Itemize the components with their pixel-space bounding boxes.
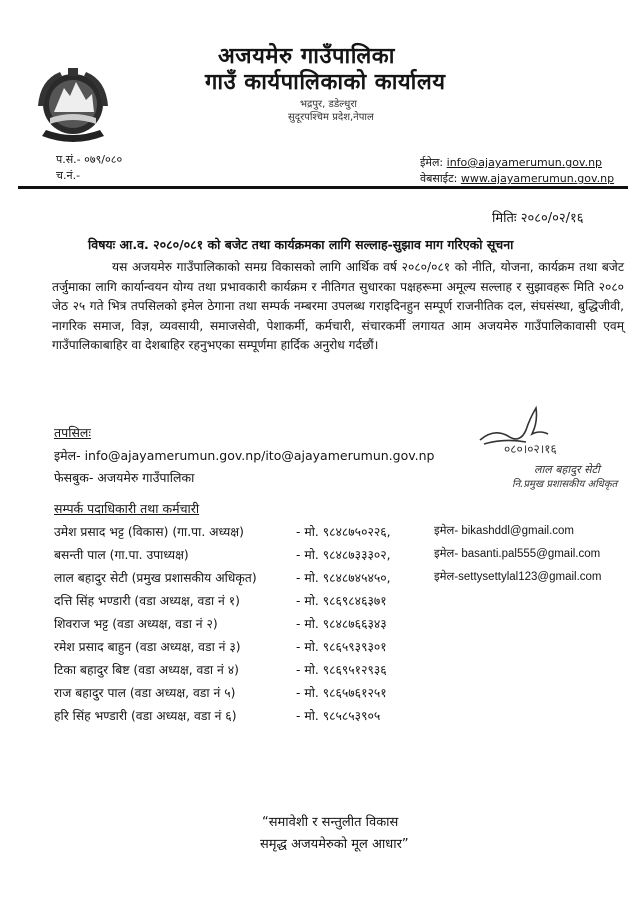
- date-value: २०८०/०२/१६: [520, 211, 584, 226]
- signature-date: ०८०।०२।१६: [504, 442, 557, 456]
- contact-name: बसन्ती पाल (गा.पा. उपाध्यक्ष): [54, 548, 189, 562]
- contact-name: शिवराज भट्ट (वडा अध्यक्ष, वडा नं २): [54, 617, 218, 631]
- contact-name: उमेश प्रसाद भट्ट (विकास) (गा.पा. अध्यक्ष): [54, 525, 244, 539]
- contact-mobile: - मो. ९८६५९३९३०१: [296, 640, 387, 654]
- contact-name: लाल बहादुर सेटी (प्रमुख प्रशासकीय अधिकृत): [54, 571, 257, 585]
- contact-email[interactable]: इमेल- bikashddl@gmail.com: [434, 525, 575, 537]
- slogan-line-1: “समावेशी र सन्तुलीत विकास: [262, 815, 399, 830]
- contact-name: हरि सिंह भण्डारी (वडा अध्यक्ष, वडा नं ६): [54, 709, 237, 723]
- header-divider: [18, 186, 628, 189]
- address-line-2: सुदूरपश्चिम प्रदेश,नेपाल: [288, 112, 374, 123]
- contact-mobile: - मो. ९८६९५१२९३६: [296, 663, 387, 677]
- contact-mobile: - मो. ९८४८७६६३४३: [296, 617, 387, 631]
- details-facebook: फेसबुक- अजयमेरु गाउँपालिका: [54, 470, 195, 485]
- details-heading: तपसिलः: [54, 425, 91, 440]
- dispatch-number: च.नं.-: [56, 169, 81, 182]
- signatory-title: नि.प्रमुख प्रशासकीय अधिकृत: [512, 479, 618, 490]
- letter-date: [492, 208, 584, 226]
- contact-mobile: - मो. ९८४८७३३३०२,: [296, 548, 391, 562]
- contact-mobile: - मो. ९८६५७६१२५१: [296, 686, 387, 700]
- address-line-1: भद्रपुर, डडेल्धुरा: [300, 99, 357, 110]
- contact-name: राज बहादुर पाल (वडा अध्यक्ष, वडा नं ५): [54, 686, 236, 700]
- subject-line: विषयः आ.व. २०८०/०८१ को बजेट तथा कार्यक्रमका लागि सल्लाह-सुझाव माग गरिएको सूचना: [88, 237, 514, 252]
- header-email-link[interactable]: info@ajayamerumun.gov.np: [446, 156, 603, 169]
- office-name: गाउँ कार्यपालिकाको कार्यालय: [205, 70, 446, 95]
- contact-mobile: - मो. ९८५८५३९०५: [296, 709, 381, 723]
- contact-mobile: - मो. ९८६९८४६३७१: [296, 594, 387, 608]
- contact-email[interactable]: इमेल-settysettylal123@gmail.com: [434, 571, 602, 583]
- municipality-name: अजयमेरु गाउँपालिका: [218, 44, 395, 69]
- contacts-heading: सम्पर्क पदाधिकारी तथा कर्मचारी: [54, 501, 200, 516]
- slogan-line-2: समृद्ध अजयमेरुको मूल आधार”: [260, 837, 409, 852]
- nepal-government-emblem-icon: [30, 66, 116, 148]
- header-website-label: वेबसाईट:: [420, 172, 458, 185]
- header-website-link[interactable]: www.ajayamerumun.gov.np: [460, 172, 615, 185]
- contact-name: दत्ति सिंह भण्डारी (वडा अध्यक्ष, वडा नं १): [54, 594, 240, 608]
- contact-mobile: - मो. ९८४८७४५४५०,: [296, 571, 391, 585]
- header-email: [420, 155, 602, 170]
- contact-email[interactable]: इमेल- basanti.pal555@gmail.com: [434, 548, 601, 560]
- contact-mobile: - मो. ९८४८७५०२२६,: [296, 525, 391, 539]
- contact-name: रमेश प्रसाद बाहुन (वडा अध्यक्ष, वडा नं ३): [54, 640, 241, 654]
- reference-number: प.सं.- ०७९/०८०: [56, 153, 123, 166]
- date-label: मितिः: [492, 211, 517, 226]
- details-email: इमेल- info@ajayamerumun.gov.np/ito@ajayamerumun.gov.np: [54, 448, 435, 463]
- header-email-label: ईमेल:: [420, 156, 444, 169]
- header-website: [420, 171, 614, 186]
- signatory-name: लाल बहादुर सेटी: [534, 463, 600, 476]
- contact-name: टिका बहादुर बिष्ट (वडा अध्यक्ष, वडा नं ४): [54, 663, 239, 677]
- body-paragraph: यस अजयमेरु गाउँपालिकाको समग्र विकासको लागि आर्थिक वर्ष २०८०/०८१ को नीति, योजना, कार्यक्रम तथा बजेट तर्जुमाका लागि कार्यान्वयन योग्य तथा प्रभावकारी कार्यक्रम र नीतिगत सुधारका पक्षहरूमा अमूल्य सल्लाह र सुझावहरू मिति २०८० जेठ २५ गते भित्र तपसिलको इमेल ठेगाना तथा सम्पर्क नम्बरमा उपलब्ध गराइदिनहुन सम्पूर्ण राजनीतिक दल, संघसंस्था, बुद्धिजीवी, नागरिक समाज, विज्ञ, व्यवसायी, समाजसेवी, पेशाकर्मी, कर्मचारी, संचारकर्मी लगायत आम अजयमेरु गाउँपालिकावासी एवम् गाउँपालिकाबाहिर वा देशबाहिर रहनुभएका सम्पूर्णमा हार्दिक अनुरोध गर्दछौं।: [52, 260, 624, 352]
